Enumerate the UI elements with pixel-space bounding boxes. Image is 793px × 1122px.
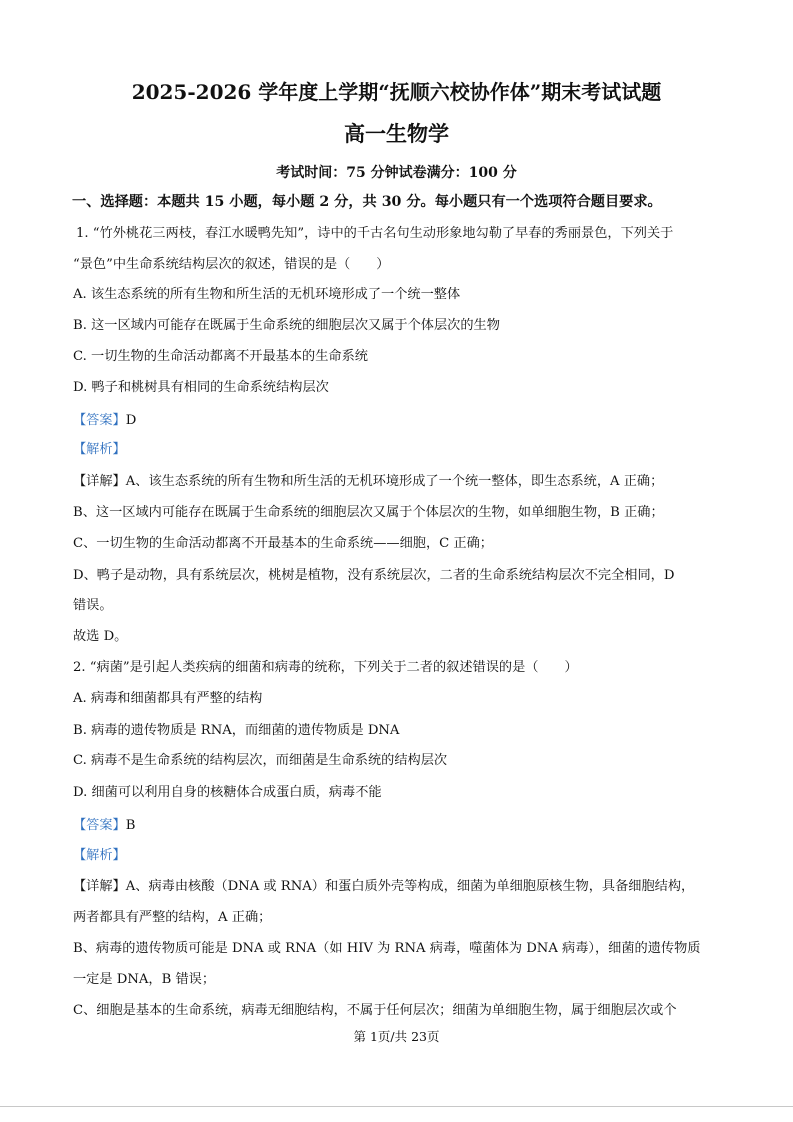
exam-info: 考试时间：75 分钟试卷满分：100 分 (276, 165, 517, 181)
q1-detail-d-line1: D、鸭子是动物，具有系统层次，桃树是植物，没有系统层次，二者的生命系统结构层次不完全相同，D (73, 568, 675, 583)
q1-stem-close: ） (376, 257, 390, 272)
q2-detail-b-line1: B、病毒的遗传物质可能是 DNA 或 RNA（如 HIV 为 RNA 病毒，噬菌体为 DNA 病毒），细菌的遗传物质 (73, 941, 701, 956)
q2-stem-text: 2. “病菌”是引起人类疾病的细菌和病毒的统称，下列关于二者的叙述错误的是（ (73, 660, 539, 675)
subject-title: 高一生物学 (344, 121, 449, 146)
q1-detail-d-line2: 错误。 (73, 598, 113, 613)
q1-stem-line2 (73, 256, 389, 274)
q1-analysis (73, 441, 126, 459)
q1-detail-b: B、这一区域内可能存在既属于生命系统的细胞层次又属于个体层次的生物，如单细胞生物，B 正确； (73, 505, 664, 520)
q1-answer (73, 412, 136, 430)
q2-detail-c-line1: C、细胞是基本的生命系统，病毒无细胞结构，不属于任何层次；细菌为单细胞生物，属于细胞层次或个 (73, 1003, 677, 1018)
q1-option-a: A. 该生态系统的所有生物和所生活的无机环境形成了一个统一整体 (73, 287, 461, 302)
q1-detail-a (73, 473, 663, 491)
page-number: 第 1页/共 23页 (353, 1029, 440, 1044)
q1-option-c: C. 一切生物的生命活动都离不开最基本的生命系统 (73, 349, 368, 364)
q2-detail-a-line2: 两者都具有严整的结构，A 正确； (73, 910, 272, 925)
q2-analysis (73, 847, 126, 865)
answer-value: B (125, 818, 136, 833)
q2-answer (73, 817, 135, 835)
q2-option-c: C. 病毒不是生命系统的结构层次，而细菌是生命系统的结构层次 (73, 753, 448, 768)
exam-title: 2025-2026 学年度上学期“抚顺六校协作体”期末考试试题 (131, 80, 662, 104)
answer-tag: 【答案】 (73, 818, 126, 833)
detail-text: A、病毒由核酸（DNA 或 RNA）和蛋白质外壳等构成，细菌为单细胞原核生物，具备细胞结构， (125, 879, 695, 894)
page-bottom-divider (0, 1106, 793, 1107)
q2-option-d: D. 细菌可以利用自身的核糖体合成蛋白质，病毒不能 (73, 785, 382, 800)
q2-detail-a-line1 (73, 878, 694, 896)
q1-stem-line1: 1. “竹外桃花三两枝，春江水暖鸭先知”，诗中的千古名句生动形象地勾勒了早春的秀丽景色，下列关于 (76, 226, 674, 241)
q2-detail-b-line2: 一定是 DNA，B 错误； (73, 972, 216, 987)
q2-stem-close: ） (564, 660, 578, 675)
detail-tag: 【详解】 (73, 474, 126, 489)
q2-option-b: B. 病毒的遗传物质是 RNA，而细菌的遗传物质是 DNA (73, 723, 400, 738)
detail-tag: 【详解】 (73, 879, 126, 894)
q2-stem (73, 659, 578, 677)
q1-detail-c: C、一切生物的生命活动都离不开最基本的生命系统——细胞，C 正确； (73, 536, 493, 551)
section-heading: 一、选择题：本题共 15 小题，每小题 2 分，共 30 分。每小题只有一个选项符合题目要求。 (72, 194, 662, 210)
q1-option-d: D. 鸭子和桃树具有相同的生命系统结构层次 (73, 380, 329, 395)
q1-stem-text: “景色”中生命系统结构层次的叙述，错误的是（ (73, 257, 351, 272)
q2-option-a: A. 病毒和细菌都具有严整的结构 (73, 691, 263, 706)
analysis-tag: 【解析】 (73, 442, 126, 457)
q1-conclusion: 故选 D。 (73, 629, 128, 644)
answer-value: D (125, 413, 137, 428)
answer-tag: 【答案】 (73, 413, 126, 428)
detail-text: A、该生态系统的所有生物和所生活的无机环境形成了一个统一整体，即生态系统，A 正确； (125, 474, 664, 489)
analysis-tag: 【解析】 (73, 848, 126, 863)
q1-option-b: B. 这一区域内可能存在既属于生命系统的细胞层次又属于个体层次的生物 (73, 318, 500, 333)
